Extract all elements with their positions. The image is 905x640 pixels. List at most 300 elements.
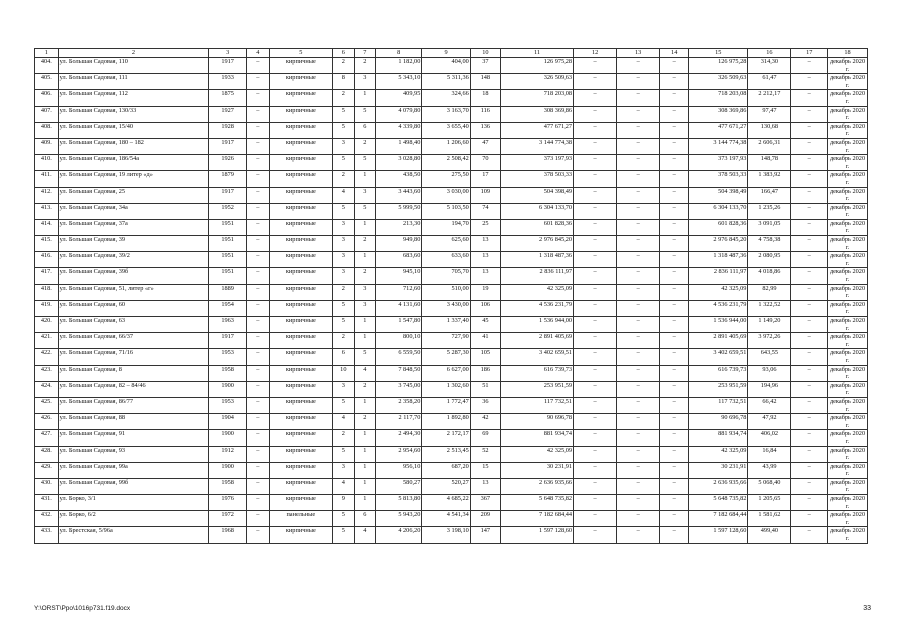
table-cell: ул. Большая Садовая, 86/77 (58, 397, 209, 413)
table-cell: – (574, 74, 617, 90)
table-cell: 126 975,28 (689, 58, 748, 74)
table-row (35, 349, 868, 365)
table-cell: – (574, 446, 617, 462)
table-cell: – (246, 219, 269, 235)
table-cell: 8 (333, 74, 355, 90)
table-cell: декабрь 2020 г. (828, 397, 868, 413)
table-cell: 412. (35, 187, 59, 203)
table-cell: 30 231,91 (500, 462, 573, 478)
table-cell: 409. (35, 138, 59, 154)
table-cell: декабрь 2020 г. (828, 219, 868, 235)
table-cell: – (660, 511, 689, 527)
table-row (35, 478, 868, 494)
table-cell: 5 999,50 (376, 203, 422, 219)
table-cell: – (574, 430, 617, 446)
table-cell: 378 503,33 (500, 171, 573, 187)
table-cell: кирпичные (269, 446, 332, 462)
table-cell: – (660, 527, 689, 543)
table-cell: 424. (35, 381, 59, 397)
table-cell: 70 (470, 155, 500, 171)
table-cell: 949,80 (376, 236, 422, 252)
table-cell: 423. (35, 365, 59, 381)
table-cell: 616 739,73 (689, 365, 748, 381)
table-cell: 5 (333, 106, 355, 122)
table-cell: – (617, 333, 660, 349)
table-cell: ул. Большая Садовая, 88 (58, 414, 209, 430)
table-cell: – (617, 203, 660, 219)
table-cell: – (791, 236, 828, 252)
table-cell: – (246, 527, 269, 543)
table-cell: 97,47 (748, 106, 791, 122)
table-cell: 1 322,52 (748, 300, 791, 316)
table-cell: 438,50 (376, 171, 422, 187)
table-cell: 47,92 (748, 414, 791, 430)
table-row (35, 300, 868, 316)
table-cell: 408. (35, 122, 59, 138)
table-cell: 1900 (209, 462, 247, 478)
table-cell: 1900 (209, 381, 247, 397)
table-cell: 16,84 (748, 446, 791, 462)
table-cell: 431. (35, 495, 59, 511)
table-cell: – (660, 122, 689, 138)
table-cell: – (574, 106, 617, 122)
table-cell: декабрь 2020 г. (828, 252, 868, 268)
table-cell: декабрь 2020 г. (828, 317, 868, 333)
table-cell: 43,99 (748, 462, 791, 478)
table-row (35, 74, 868, 90)
table-cell: – (791, 106, 828, 122)
table-cell: 126 975,28 (500, 58, 573, 74)
table-cell: – (574, 462, 617, 478)
table-cell: кирпичные (269, 527, 332, 543)
table-cell: – (246, 171, 269, 187)
table-cell: 209 (470, 511, 500, 527)
table-cell: ул. Большая Садовая, 180 – 182 (58, 138, 209, 154)
table-cell: ул. Борко, 3/1 (58, 495, 209, 511)
table-cell: 5 (354, 106, 376, 122)
table-row (35, 90, 868, 106)
table-cell: 15 (470, 462, 500, 478)
table-cell: ул. Большая Садовая, 99б (58, 478, 209, 494)
table-cell: – (617, 381, 660, 397)
table-cell: 1 182,00 (376, 58, 422, 74)
table-row (35, 430, 868, 446)
table-cell: 1 (354, 90, 376, 106)
table-cell: 1 498,40 (376, 138, 422, 154)
table-cell: – (791, 300, 828, 316)
table-row (35, 122, 868, 138)
table-cell: 705,70 (422, 268, 470, 284)
document-path: Y:\ORST\Ppo\1016p731.f19.docx (34, 605, 131, 612)
table-cell: 1 597 128,60 (689, 527, 748, 543)
table-cell: 4 685,22 (422, 495, 470, 511)
table-cell: ул. Большая Садовая, 39б (58, 268, 209, 284)
table-cell: – (791, 333, 828, 349)
table-cell: 429. (35, 462, 59, 478)
table-cell: 1 (354, 219, 376, 235)
column-number-11: 11 (500, 49, 573, 58)
table-cell: ул. Большая Садовая, 34а (58, 203, 209, 219)
table-cell: 90 696,78 (689, 414, 748, 430)
table-cell: 1968 (209, 527, 247, 543)
table-cell: 1 149,20 (748, 317, 791, 333)
table-cell: 418. (35, 284, 59, 300)
table-cell: кирпичные (269, 317, 332, 333)
table-cell: – (660, 284, 689, 300)
table-cell: ул. Борко, 6/2 (58, 511, 209, 527)
table-cell: 373 197,93 (689, 155, 748, 171)
table-cell: 74 (470, 203, 500, 219)
table-cell: ул. Большая Садовая, 15/40 (58, 122, 209, 138)
table-cell: 213,30 (376, 219, 422, 235)
table-cell: 2 606,31 (748, 138, 791, 154)
table-cell: – (574, 138, 617, 154)
table-cell: 47 (470, 138, 500, 154)
table-cell: 1 337,40 (422, 317, 470, 333)
table-cell: – (660, 138, 689, 154)
table-cell: 2 836 111,97 (689, 268, 748, 284)
table-row (35, 317, 868, 333)
table-cell: 37 (470, 58, 500, 74)
table-cell: 117 732,51 (689, 397, 748, 413)
table-cell: 2 (354, 58, 376, 74)
table-cell: декабрь 2020 г. (828, 106, 868, 122)
table-cell: 432. (35, 511, 59, 527)
table-cell: 633,60 (422, 252, 470, 268)
table-cell: 2 (333, 171, 355, 187)
table-cell: 625,60 (422, 236, 470, 252)
table-cell: 5 813,80 (376, 495, 422, 511)
table-cell: – (617, 300, 660, 316)
table-cell: – (791, 171, 828, 187)
table-row (35, 187, 868, 203)
table-cell: – (791, 430, 828, 446)
table-cell: – (660, 90, 689, 106)
column-number-13: 13 (617, 49, 660, 58)
table-cell: – (660, 268, 689, 284)
table-cell: 417. (35, 268, 59, 284)
table-cell: 643,55 (748, 349, 791, 365)
table-cell: 1972 (209, 511, 247, 527)
table-cell: декабрь 2020 г. (828, 365, 868, 381)
table-cell: 3 (333, 236, 355, 252)
table-cell: 6 (354, 122, 376, 138)
table-cell: 477 671,27 (689, 122, 748, 138)
table-cell: декабрь 2020 г. (828, 203, 868, 219)
table-cell: 504 398,49 (689, 187, 748, 203)
table-cell: 413. (35, 203, 59, 219)
table-cell: 166,47 (748, 187, 791, 203)
table-cell: – (246, 414, 269, 430)
table-cell: – (791, 365, 828, 381)
table-cell: 42 325,09 (689, 284, 748, 300)
table-cell: кирпичные (269, 430, 332, 446)
table-cell: – (660, 155, 689, 171)
table-cell: декабрь 2020 г. (828, 122, 868, 138)
table-cell: 5 068,40 (748, 478, 791, 494)
table-cell: кирпичные (269, 381, 332, 397)
table-cell: 881 934,74 (689, 430, 748, 446)
table-cell: 148 (470, 74, 500, 90)
table-cell: 800,10 (376, 333, 422, 349)
table-cell: кирпичные (269, 187, 332, 203)
table-row (35, 365, 868, 381)
table-cell: – (574, 236, 617, 252)
table-cell: декабрь 2020 г. (828, 430, 868, 446)
table-cell: декабрь 2020 г. (828, 333, 868, 349)
table-cell: – (246, 349, 269, 365)
table-cell: 404. (35, 58, 59, 74)
table-cell: кирпичные (269, 495, 332, 511)
table-cell: 580,27 (376, 478, 422, 494)
table-cell: 1 892,80 (422, 414, 470, 430)
table-cell: кирпичные (269, 397, 332, 413)
table-cell: 106 (470, 300, 500, 316)
column-number-8: 8 (376, 49, 422, 58)
table-cell: 477 671,27 (500, 122, 573, 138)
table-cell: 4 536 231,79 (689, 300, 748, 316)
table-cell: – (574, 511, 617, 527)
table-cell: – (617, 171, 660, 187)
table-cell: 4 (333, 187, 355, 203)
table-cell: – (660, 462, 689, 478)
table-cell: – (246, 74, 269, 90)
table-cell: 2 (354, 138, 376, 154)
table-cell: 1 772,47 (422, 397, 470, 413)
table-cell: 186 (470, 365, 500, 381)
table-cell: – (791, 58, 828, 74)
table-cell: – (574, 122, 617, 138)
table-cell: 2 358,20 (376, 397, 422, 413)
table-cell: 3 (354, 74, 376, 90)
table-row (35, 333, 868, 349)
table-cell: – (660, 414, 689, 430)
table-cell: ул. Большая Садовая, 60 (58, 300, 209, 316)
table-cell: 324,66 (422, 90, 470, 106)
table-cell: – (246, 252, 269, 268)
table-cell: 2 954,60 (376, 446, 422, 462)
table-cell: – (574, 478, 617, 494)
table-cell: 5 343,10 (376, 74, 422, 90)
table-cell: – (617, 58, 660, 74)
table-cell: 9 (333, 495, 355, 511)
table-cell: – (574, 252, 617, 268)
table-row (35, 414, 868, 430)
table-cell: кирпичные (269, 155, 332, 171)
table-row (35, 219, 868, 235)
table-cell: ул. Большая Садовая, 8 (58, 365, 209, 381)
table-cell: декабрь 2020 г. (828, 74, 868, 90)
table-cell: 82,99 (748, 284, 791, 300)
table-cell: – (660, 349, 689, 365)
table-cell: декабрь 2020 г. (828, 268, 868, 284)
table-cell: ул. Брестская, 5/96а (58, 527, 209, 543)
table-cell: 1 547,80 (376, 317, 422, 333)
table-cell: – (246, 397, 269, 413)
table-cell: 2 (354, 414, 376, 430)
table-cell: 42 (470, 414, 500, 430)
table-cell: декабрь 2020 г. (828, 478, 868, 494)
table-cell: 5 (354, 155, 376, 171)
column-number-17: 17 (791, 49, 828, 58)
table-cell: 433. (35, 527, 59, 543)
table-cell: 411. (35, 171, 59, 187)
table-cell: 378 503,33 (689, 171, 748, 187)
table-cell: 5 943,20 (376, 511, 422, 527)
table-cell: 3 (354, 187, 376, 203)
table-cell: 3 (333, 381, 355, 397)
table-cell: – (660, 317, 689, 333)
table-cell: – (617, 236, 660, 252)
table-cell: кирпичные (269, 300, 332, 316)
table-cell: – (791, 317, 828, 333)
table-cell: 69 (470, 430, 500, 446)
table-cell: – (660, 300, 689, 316)
table-cell: – (246, 300, 269, 316)
table-cell: декабрь 2020 г. (828, 495, 868, 511)
table-cell: – (617, 122, 660, 138)
table-cell: 1951 (209, 252, 247, 268)
table-cell: 4 (333, 478, 355, 494)
table-cell: 2 976 845,20 (500, 236, 573, 252)
table-cell: 326 509,63 (689, 74, 748, 90)
table-cell: 52 (470, 446, 500, 462)
table-cell: 1953 (209, 349, 247, 365)
table-cell: кирпичные (269, 349, 332, 365)
table-cell: 253 951,59 (500, 381, 573, 397)
table-cell: – (660, 106, 689, 122)
table-cell: 5 311,36 (422, 74, 470, 90)
column-number-15: 15 (689, 49, 748, 58)
table-row (35, 203, 868, 219)
table-cell: ул. Большая Садовая, 99а (58, 462, 209, 478)
table-cell: – (660, 187, 689, 203)
table-cell: 130,68 (748, 122, 791, 138)
column-number-7: 7 (354, 49, 376, 58)
table-cell: 3 (354, 284, 376, 300)
table-row (35, 462, 868, 478)
table-cell: 1963 (209, 317, 247, 333)
table-cell: 520,27 (422, 478, 470, 494)
table-cell: – (246, 462, 269, 478)
table-cell: 147 (470, 527, 500, 543)
column-number-5: 5 (269, 49, 332, 58)
table-cell: 504 398,49 (500, 187, 573, 203)
table-cell: 406. (35, 90, 59, 106)
table-cell: кирпичные (269, 252, 332, 268)
table-cell: 510,00 (422, 284, 470, 300)
table-cell: 3 402 659,51 (500, 349, 573, 365)
table-cell: – (574, 317, 617, 333)
table-cell: 3 198,10 (422, 527, 470, 543)
table-cell: 3 (354, 300, 376, 316)
table-cell: – (246, 430, 269, 446)
table-cell: 1917 (209, 187, 247, 203)
table-cell: 1 318 487,36 (689, 252, 748, 268)
table-cell: – (791, 527, 828, 543)
table-cell: – (574, 203, 617, 219)
column-number-row (35, 49, 868, 58)
table-cell: – (574, 58, 617, 74)
table-cell: 2 836 111,97 (500, 268, 573, 284)
table-cell: – (246, 478, 269, 494)
table-cell: – (791, 138, 828, 154)
table-cell: 42 325,09 (689, 446, 748, 462)
table-cell: 1917 (209, 138, 247, 154)
table-cell: – (791, 349, 828, 365)
table-cell: – (574, 155, 617, 171)
table-cell: кирпичные (269, 106, 332, 122)
table-cell: кирпичные (269, 58, 332, 74)
table-cell: 1926 (209, 155, 247, 171)
table-cell: 1 383,92 (748, 171, 791, 187)
table-cell: декабрь 2020 г. (828, 138, 868, 154)
table-cell: 407. (35, 106, 59, 122)
table-cell: 5 (333, 527, 355, 543)
table-cell: 36 (470, 397, 500, 413)
table-cell: – (574, 495, 617, 511)
table-cell: 4 206,20 (376, 527, 422, 543)
table-cell: 3 430,00 (422, 300, 470, 316)
table-cell: – (246, 90, 269, 106)
table-cell: 2 (333, 58, 355, 74)
table-cell: – (617, 268, 660, 284)
table-cell: 426. (35, 414, 59, 430)
table-cell: – (574, 349, 617, 365)
table-cell: 4 018,86 (748, 268, 791, 284)
table-cell: – (246, 495, 269, 511)
table-cell: 5 (333, 511, 355, 527)
table-cell: 718 203,08 (500, 90, 573, 106)
table-cell: 1976 (209, 495, 247, 511)
table-cell: – (660, 219, 689, 235)
table-cell: – (660, 430, 689, 446)
table-cell: 601 828,36 (500, 219, 573, 235)
table-cell: 326 509,63 (500, 74, 573, 90)
table-cell: 1 581,62 (748, 511, 791, 527)
table-cell: 1 (354, 397, 376, 413)
table-cell: 4 339,80 (376, 122, 422, 138)
table-cell: – (791, 74, 828, 90)
table-cell: – (574, 414, 617, 430)
table-cell: – (660, 478, 689, 494)
table-cell: 2 (354, 268, 376, 284)
table-cell: – (617, 219, 660, 235)
table-cell: 428. (35, 446, 59, 462)
table-cell: 406,02 (748, 430, 791, 446)
table-cell: ул. Большая Садовая, 37а (58, 219, 209, 235)
table-cell: 3 (333, 219, 355, 235)
table-row (35, 236, 868, 252)
table-cell: 2 636 935,66 (500, 478, 573, 494)
table-cell: 2 (333, 333, 355, 349)
column-number-2: 2 (58, 49, 209, 58)
table-body (35, 58, 868, 544)
table-cell: 4 (333, 414, 355, 430)
table-cell: 2 (333, 284, 355, 300)
table-cell: 2 891 405,69 (500, 333, 573, 349)
table-cell: – (617, 527, 660, 543)
table-cell: – (660, 397, 689, 413)
table-cell: 409,95 (376, 90, 422, 106)
table-cell: 5 (354, 349, 376, 365)
table-cell: декабрь 2020 г. (828, 171, 868, 187)
table-cell: 1 (354, 333, 376, 349)
table-cell: декабрь 2020 г. (828, 527, 868, 543)
table-cell: 3 144 774,38 (689, 138, 748, 154)
table-cell: 1917 (209, 58, 247, 74)
table-cell: ул. Большая Садовая, 112 (58, 90, 209, 106)
